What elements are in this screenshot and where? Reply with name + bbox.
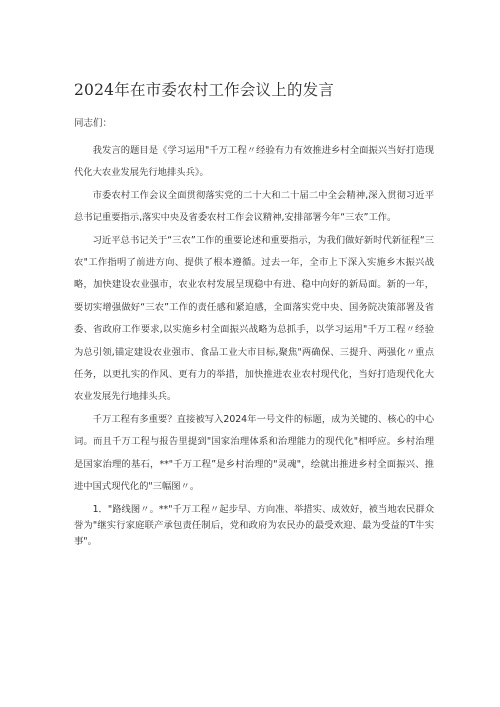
- paragraph: 市委农村工作会议全面贯彻落实党的二十大和二十届二中全会精神,深入贯彻习近平总书记重要指示,落实中央及省委农村工作会议精神,安排部署今年“三农”工作。: [74, 189, 434, 224]
- document-title: 2024年在市委农村工作会议上的发言: [74, 81, 335, 99]
- document-body: [74, 140, 434, 550]
- paragraph: 习近平总书记关于“三农”工作的重要论述和重要指示，为我们做好新时代新征程“三农"工作指明了前进方向、提供了根本遵循。过去一年，全市上下深入实施乡木振兴战略，加快建设农业强市，农业农村发展呈现稳中有进、稳中向好的新局面。新的一年，要切实增强做好“三农”工作的责任感和紧迫感，全面落实党中央、国务院决策部署及省委、省政府工作要求,以实施乡村全面振兴战略为总抓手，以学习运用"千万工程〃经验为总引领,锚定建设农业强市、食品工业大市目标,聚焦"两确保、三提升、两强化〃重点任务，以更扎实的作风、更有力的举措，加快推进农业农村现代化，当好打造现代化大农业发展先行地排头兵。: [74, 234, 434, 403]
- paragraph: 我发言的题目是《学习运用"千万工程〃经验有力有效推进乡村全面振兴当好打造现代化大农业发展先行地排头兵》。: [74, 145, 434, 179]
- paragraph: 千万工程有多重要？直接被写入2024年一号文件的标题，成为关键的、核心的中心词。而且千万工程与报告里提到"国家治理体系和治理能力的现代化"相呼应。乡村治理是国家治理的基石，**"千万工程”是乡村治理的"灵魂"，绘就出推进乡村全面振兴、推进中国式现代化的"三幅图〃。: [74, 413, 434, 493]
- salutation: 同志们：: [74, 118, 113, 129]
- paragraph: 1．"路线图〃。**"千万工程〃起步早、方向准、举措实、成效好，被当地农民群众誉为"继实行家庭联产承包责任制后，党和政府为农民办的最受欢迎、最为受益的T牛实事"。: [74, 503, 434, 547]
